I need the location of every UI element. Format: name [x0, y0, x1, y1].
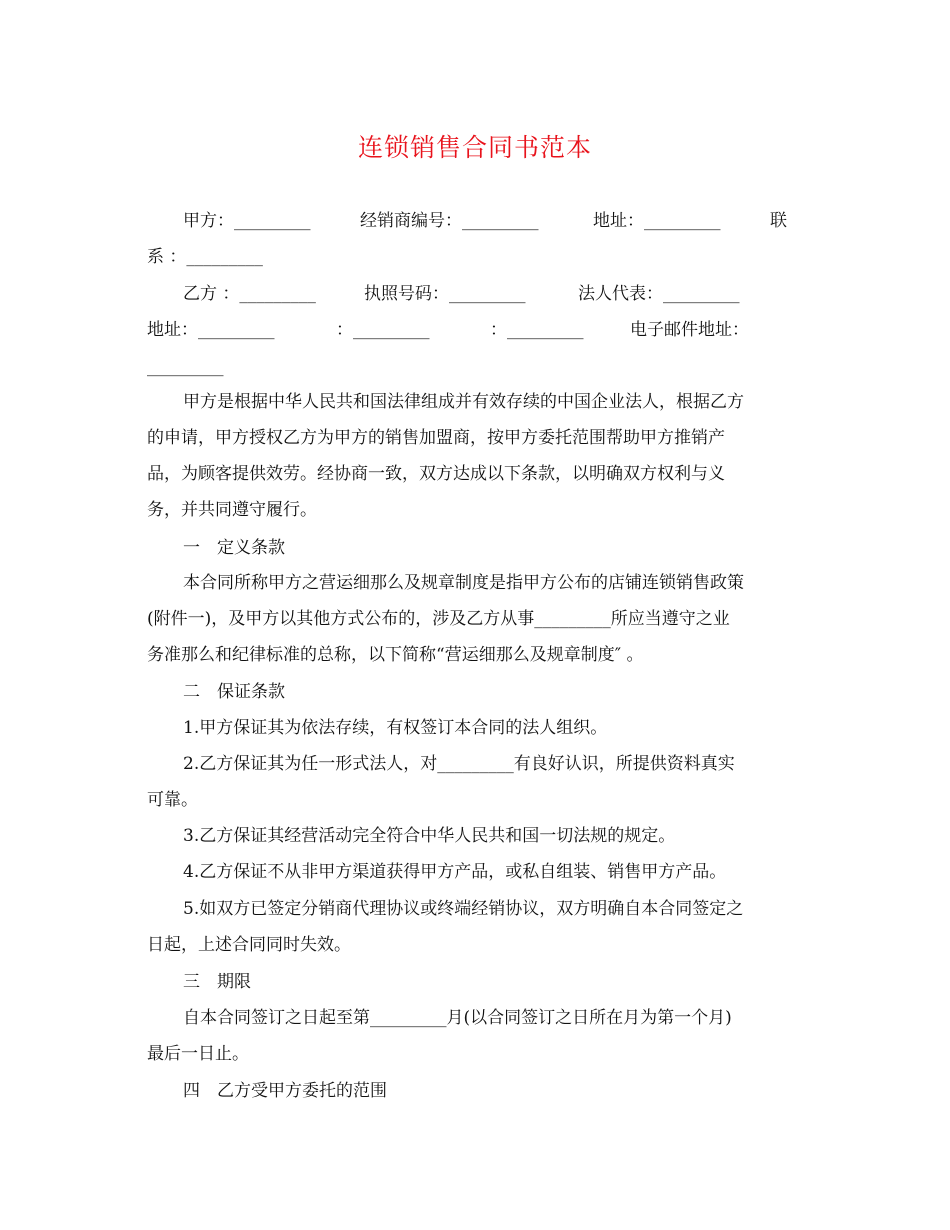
section2-item-3: 3.乙方保证其经营活动完全符合中华人民共和国一切法规的规定。 [183, 826, 676, 846]
section2-item-2: 2.乙方保证其为任一形式法人，对_________有良好认识，所提供资料真实 [183, 754, 735, 774]
section2-item-5-cont: 日起，上述合同同时失效。 [147, 935, 351, 955]
section2-item-5: 5.如双方已签定分销商代理协议或终端经销协议，双方明确自本合同签定之 [183, 899, 744, 919]
dealer-number-field: 经销商编号：_________ [360, 211, 539, 231]
preamble-line: 务，并共同遵守履行。 [147, 500, 317, 520]
email-label: 电子邮件地址： [630, 320, 749, 340]
document-title: 连锁销售合同书范本 [357, 133, 592, 162]
section-heading-4: 四 乙方受甲方委托的范围 [183, 1081, 387, 1101]
preamble-line: 的申请，甲方授权乙方为甲方的销售加盟商，按甲方委托范围帮助甲方推销产 [147, 428, 725, 448]
section3-line: 自本合同签订之日起至第_________月(以合同签订之日所在月为第一个月) [183, 1008, 732, 1028]
section1-line: 务准那么和纪律标准的总称，以下简称“营运细那么及规章制度″ 。 [147, 645, 644, 665]
license-number-field: 执照号码：_________ [364, 284, 526, 304]
party-a-field: 甲方：_________ [183, 211, 311, 231]
section2-item-1: 1.甲方保证其为依法存续，有权签订本合同的法人组织。 [183, 718, 608, 738]
blank-field-b: ：_________ [490, 320, 584, 340]
preamble-line: 甲方是根据中华人民共和国法律组成并有效存续的中国企业法人，根据乙方 [183, 392, 744, 412]
legal-rep-field: 法人代表：_________ [578, 284, 740, 304]
preamble-line: 品，为顾客提供效劳。经协商一致，双方达成以下条款，以明确双方权利与义 [147, 464, 725, 484]
section2-item-2-cont: 可靠。 [147, 790, 198, 810]
party-b-field: 乙方 ：_________ [183, 284, 316, 304]
section-heading-3: 三 期限 [183, 972, 251, 992]
section1-line: 本合同所称甲方之营运细那么及规章制度是指甲方公布的店铺连锁销售政策 [183, 573, 744, 593]
email-field: _________ [147, 357, 224, 377]
blank-field-a: ：_________ [336, 320, 430, 340]
section-heading-2: 二 保证条款 [183, 682, 285, 702]
section2-item-4: 4.乙方保证不从非甲方渠道获得甲方产品，或私自组装、销售甲方产品。 [183, 862, 727, 882]
address-field-b: 地址：_________ [147, 320, 275, 340]
section-heading-1: 一 定义条款 [183, 538, 285, 558]
contact-field: 系 ：_________ [147, 247, 263, 267]
contact-label-head: 联 [770, 211, 787, 231]
section1-line: (附件一)，及甲方以其他方式公布的，涉及乙方从事_________所应当遵守之业 [147, 609, 730, 629]
section3-line-cont: 最后一日止。 [147, 1044, 249, 1064]
address-field-a: 地址：_________ [593, 211, 721, 231]
